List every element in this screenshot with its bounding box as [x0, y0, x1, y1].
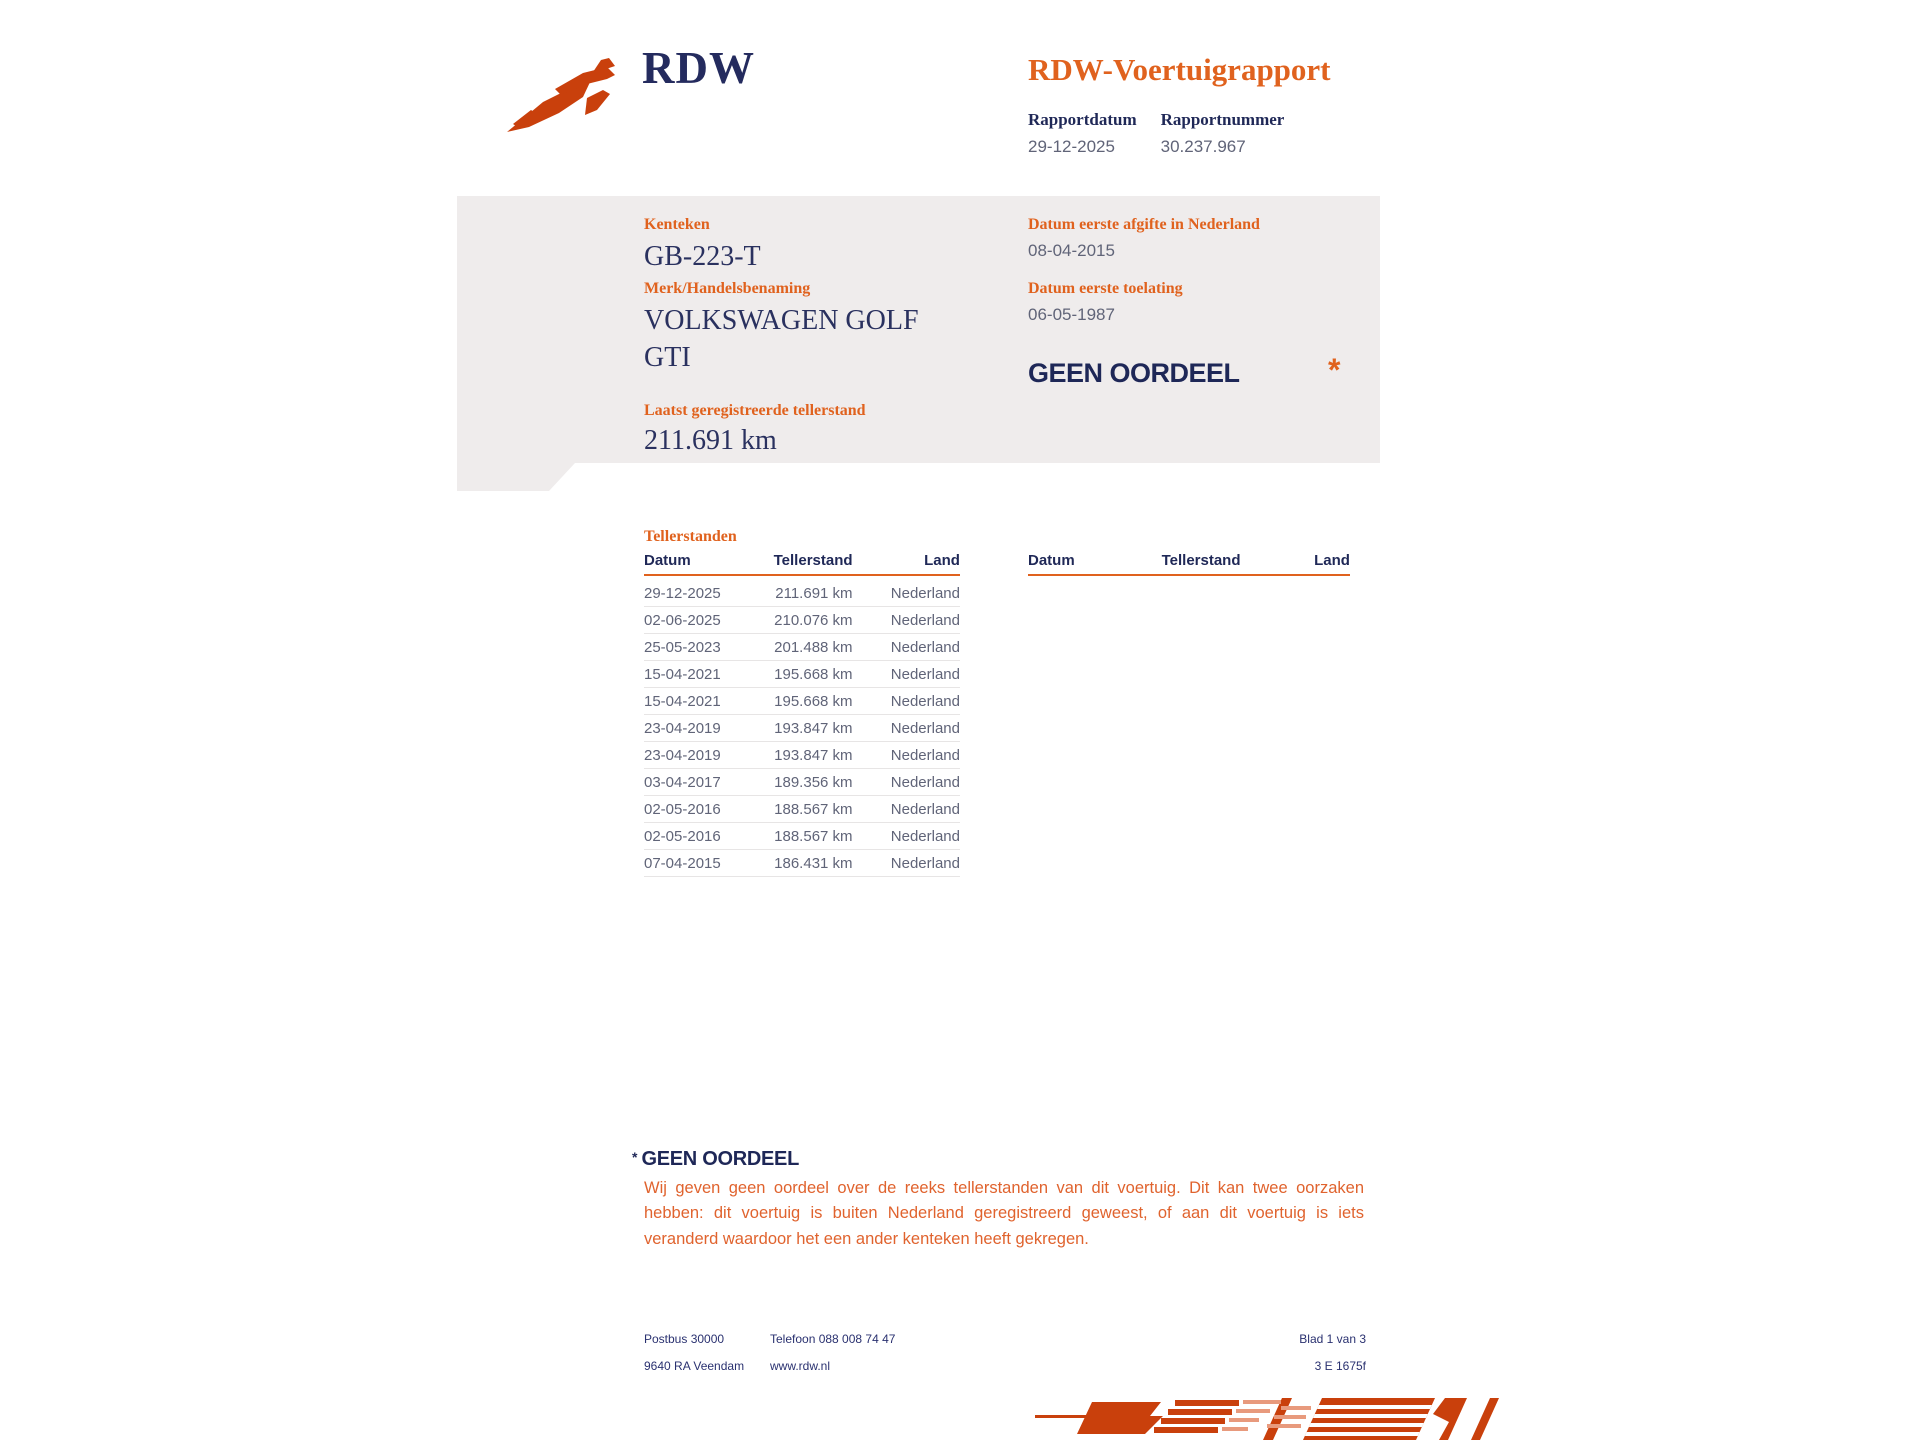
table-row [644, 850, 960, 877]
table-cell: 193.847 km [774, 746, 853, 764]
table-header-row [1028, 552, 1350, 576]
table-cell: 195.668 km [774, 692, 853, 710]
footer-address [644, 1326, 744, 1380]
page-title: RDW-Voertuigrapport [1028, 52, 1331, 87]
merk-label: Merk/Handelsbenaming [644, 280, 811, 297]
table-cell: 195.668 km [774, 665, 853, 683]
kenteken-label: Kenteken [644, 216, 710, 233]
table-row [644, 769, 960, 796]
table-row [644, 634, 960, 661]
table-cell: 07-04-2015 [644, 854, 721, 872]
oordeel-heading-text: GEEN OORDEEL [641, 1148, 799, 1170]
footer-phone: Telefoon 088 008 74 47 [770, 1332, 896, 1346]
table-cell: Nederland [890, 800, 960, 818]
kenteken-value: GB-223-T [644, 241, 761, 272]
table-cell: 23-04-2019 [644, 719, 721, 737]
table-cell: Nederland [890, 692, 960, 710]
table-cell: 02-05-2016 [644, 800, 721, 818]
speed-stripes-graphic [1035, 1394, 1505, 1440]
footer-website: www.rdw.nl [770, 1359, 831, 1373]
table-cell: 186.431 km [774, 854, 853, 872]
column-header-land: Land [924, 552, 960, 569]
footer-contact [770, 1326, 895, 1380]
tellerstand-value: 211.691 km [644, 425, 777, 456]
asterisk-icon: * [632, 1149, 638, 1165]
column-header-tellerstand: Tellerstand [773, 552, 853, 569]
table-cell: Nederland [890, 854, 960, 872]
column-header-land: Land [1314, 552, 1350, 569]
table-row [644, 796, 960, 823]
tellerstand-label: Laatst geregistreerde tellerstand [644, 402, 866, 419]
column-header-datum: Datum [1028, 552, 1075, 569]
table-row [644, 823, 960, 850]
table-cell: Nederland [890, 719, 960, 737]
table-cell: 29-12-2025 [644, 584, 721, 602]
toelating-label: Datum eerste toelating [1028, 280, 1183, 297]
report-number-value: 30.237.967 [1160, 137, 1246, 156]
report-date-value: 29-12-2025 [1028, 137, 1115, 156]
merk-value: VOLKSWAGEN GOLF GTI [644, 305, 919, 373]
table-row [644, 742, 960, 769]
table-cell: Nederland [890, 584, 960, 602]
table-row [644, 715, 960, 742]
table-cell: 15-04-2021 [644, 692, 721, 710]
afgifte-label: Datum eerste afgifte in Nederland [1028, 216, 1260, 233]
vehicle-summary-panel-tab [457, 463, 575, 491]
tellerstanden-table-empty [1028, 552, 1350, 576]
table-body [644, 576, 960, 877]
table-cell: 02-05-2016 [644, 827, 721, 845]
table-cell: 188.567 km [774, 827, 853, 845]
table-cell: 211.691 km [775, 584, 853, 602]
table-cell: 201.488 km [774, 638, 853, 656]
table-cell: 15-04-2021 [644, 665, 721, 683]
table-cell: Nederland [890, 827, 960, 845]
report-number-label: Rapportnummer [1160, 110, 1285, 129]
table-row [644, 580, 960, 607]
table-cell: Nederland [890, 638, 960, 656]
toelating-value: 06-05-1987 [1028, 305, 1115, 324]
oordeel-verdict: GEEN OORDEEL [1028, 358, 1240, 388]
table-cell: Nederland [890, 611, 960, 629]
table-cell: Nederland [890, 746, 960, 764]
report-meta [1028, 110, 1284, 157]
report-number-block [1161, 110, 1285, 157]
footer-page-info [1240, 1326, 1366, 1380]
tellerstanden-heading: Tellerstanden [644, 528, 737, 545]
table-cell: 23-04-2019 [644, 746, 721, 764]
column-header-datum: Datum [644, 552, 691, 569]
table-cell: 210.076 km [774, 611, 853, 629]
table-header-row [644, 552, 960, 576]
table-row [644, 688, 960, 715]
footer-page-number: Blad 1 van 3 [1299, 1332, 1366, 1346]
table-cell: Nederland [890, 665, 960, 683]
table-cell: 193.847 km [774, 719, 853, 737]
table-cell: Nederland [890, 773, 960, 791]
footer-postbus: Postbus 30000 [644, 1332, 725, 1346]
table-row [644, 607, 960, 634]
table-cell: 02-06-2025 [644, 611, 721, 629]
footer-form-code: 3 E 1675f [1314, 1359, 1366, 1373]
logo-wordmark: RDW [642, 43, 755, 93]
table-cell: 03-04-2017 [644, 773, 721, 791]
oordeel-explanation-heading [632, 1148, 799, 1171]
afgifte-value: 08-04-2015 [1028, 241, 1115, 260]
table-row [644, 661, 960, 688]
footer-city: 9640 RA Veendam [644, 1359, 745, 1373]
table-cell: 188.567 km [774, 800, 853, 818]
report-date-block [1028, 110, 1137, 157]
asterisk-icon: * [1328, 352, 1341, 388]
rdw-wing-icon [497, 46, 623, 136]
report-date-label: Rapportdatum [1028, 110, 1137, 129]
column-header-tellerstand: Tellerstand [1161, 552, 1241, 569]
tellerstanden-table [644, 552, 960, 877]
oordeel-explanation-body: Wij geven geen oordeel over de reeks tellerstanden van dit voertuig. Dit kan twee oorzaken hebben: dit voertuig is buiten Nederland geregistreerd geweest, of aan dit voertuig is iets veranderd waardoor het een ander kenteken heeft gekregen. [644, 1179, 1364, 1248]
table-cell: 189.356 km [774, 773, 853, 791]
table-cell: 25-05-2023 [644, 638, 721, 656]
